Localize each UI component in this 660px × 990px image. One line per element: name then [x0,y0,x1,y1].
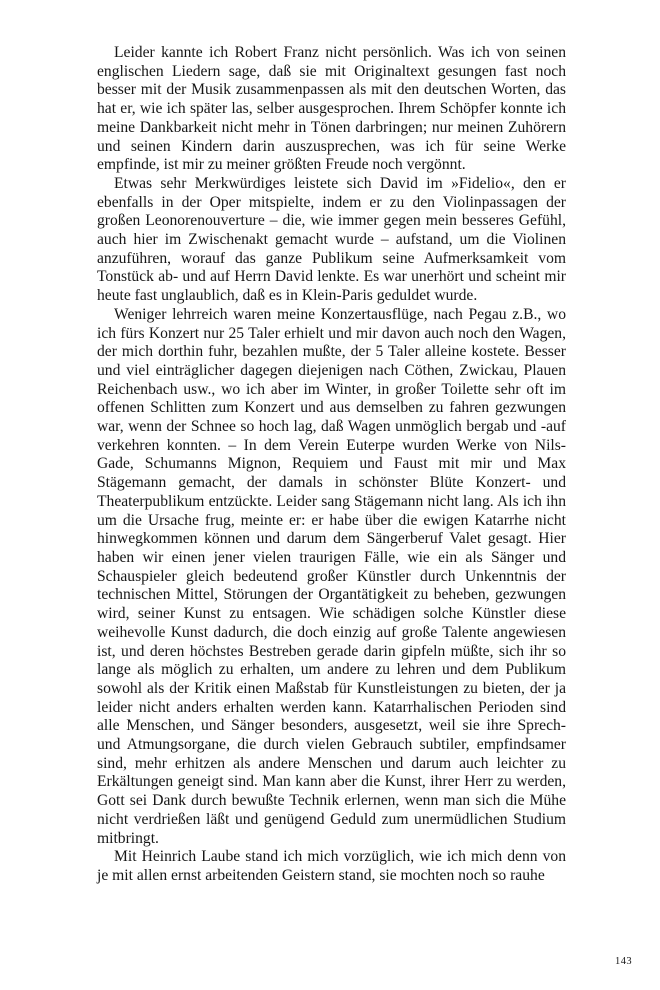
text-block [97,44,566,886]
paragraph: Mit Heinrich Laube stand ich mich vorzüglich, wie ich mich denn von je mit allen ernst arbeitenden Geistern stand, sie mochten noch so rauhe [97,848,566,884]
paragraph: Etwas sehr Merkwürdiges leistete sich David im »Fidelio«, den er ebenfalls in der Oper mitspielte, indem er zu den Violinpassagen der großen Leonorenouverture – die, wie immer gegen mein besseres Gefühl, auch hier im Zwischenakt gemacht wurde – aufstand, um die Violinen anzuführen, worauf das ganze Publikum seine Aufmerksamkeit vom Tonstück ab- und auf Herrn David lenkte. Es war unerhört und scheint mir heute fast unglaublich, daß es in Klein-Paris geduldet wurde. [97,174,566,305]
page-number: 143 [615,956,632,967]
paragraph: Weniger lehrreich waren meine Konzertausflüge, nach Pegau z.B., wo ich fürs Konzert nur 25 Taler erhielt und mir davon auch noch den Wagen, der mich dorthin fuhr, bezahlen mußte, der 5 Taler alleine kostete. Besser und viel einträglicher dagegen diejenigen nach Cöthen, Zwickau, Plauen Reichenbach usw., wo ich aber im Winter, in großer Toilette sehr oft im offenen Schlitten zum Konzert und aus demselben zu fahren gezwungen war, wenn der Schnee so hoch lag, daß Wagen unmöglich bergab und -auf verkehren konnten. – In dem Verein Euterpe wurden Werke von Nils-Gade, Schumanns Mignon, Requiem und Faust mit mir und Max Stägemann gemacht, der damals in schönster Blüte Konzert- und Theaterpublikum entzückte. Leider sang Stägemann nicht lang. Als ich ihn um die Ursache frug, meinte er: er habe über die ewigen Katarrhe nicht hinwegkommen können und darum dem Sängerberuf Valet gesagt. Hier haben wir einen jener vielen traurigen Fälle, wie ein als Sänger und Schauspieler gleich bedeutend großer Künstler durch Unkenntnis der technischen Mittel, Störungen der Organtätigkeit zu beheben, gezwungen wird, seiner Kunst zu entsagen. Wie schädigen solche Künstler diese weihevolle Kunst dadurch, die doch einzig auf große Talente angewiesen ist, und deren höchstes Bestreben gerade darin gipfeln müßte, sich ihr so lange als möglich zu erhalten, um andere zu lehren und dem Publikum sowohl als der Kritik einen Maßstab für Kunstleistungen zu bieten, der ja leider nicht anders erhalten werden kann. Katarrhalischen Perioden sind alle Menschen, und Sänger besonders, ausgesetzt, weil sie ihre Sprech- und Atmungsorgane, die durch vielen Gebrauch subtiler, empfindsamer sind, mehr erhitzen als andere Menschen und darum auch leichter zu Erkältungen geneigt sind. Man kann aber die Kunst, ihrer Herr zu werden, Gott sei Dank durch bewußte Technik erlernen, wenn man sich die Mühe nicht verdrießen läßt und genügend Geduld zum unermüdlichen Studium mitbringt. [97,305,566,847]
paragraph: Leider kannte ich Robert Franz nicht persönlich. Was ich von seinen englischen Liedern sage, daß sie mit Originaltext gesungen fast noch besser mit der Musik zusammenpassen als mit den deutschen Worten, das hat er, wie ich später las, selber ausgesprochen. Ihrem Schöpfer konnte ich meine Dankbarkeit nicht mehr in Tönen darbringen; nur meinen Zuhörern und seinen Kindern darin auszusprechen, was ich für seine Werke empfinde, ist mir zu meiner größten Freude noch vergönnt. [97,44,566,174]
